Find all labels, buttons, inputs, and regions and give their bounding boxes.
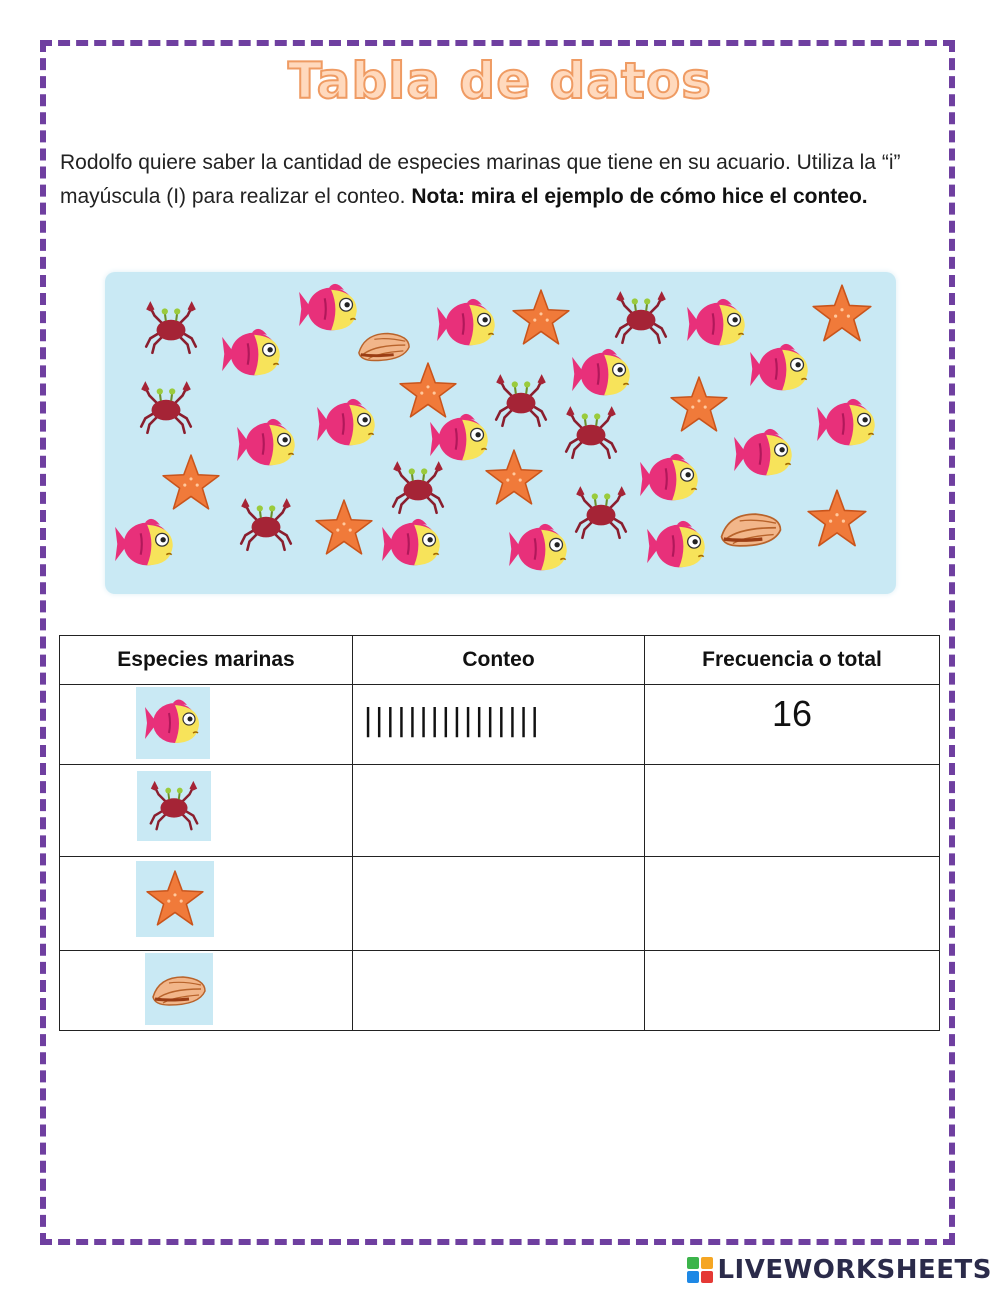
- total-cell[interactable]: [645, 951, 940, 1031]
- seashell-icon: [145, 953, 213, 1025]
- instructions-note: Nota: mira el ejemplo de cómo hice el conteo.: [411, 185, 868, 208]
- crab-icon: [140, 297, 202, 359]
- species-cell: [60, 765, 353, 857]
- fish-icon: [748, 337, 812, 401]
- fish-icon: [435, 292, 499, 356]
- fish-icon: [507, 517, 571, 581]
- tally-cell[interactable]: [353, 951, 645, 1031]
- starfish-icon: [313, 497, 375, 559]
- fish-icon: [645, 514, 709, 578]
- seashell-icon: [717, 507, 785, 553]
- crab-icon: [387, 457, 449, 519]
- column-header-tally: Conteo: [353, 636, 645, 685]
- column-header-total: Frecuencia o total: [645, 636, 940, 685]
- crab-icon: [610, 287, 672, 349]
- table-header-row: [60, 636, 940, 685]
- fish-icon: [732, 422, 796, 486]
- fish-icon: [815, 392, 879, 456]
- fish-icon: [136, 687, 210, 759]
- crab-icon: [570, 482, 632, 544]
- species-cell: [60, 685, 353, 765]
- table-row: [60, 685, 940, 765]
- fish-icon: [297, 277, 361, 341]
- fish-icon: [570, 342, 634, 406]
- tally-cell[interactable]: [353, 765, 645, 857]
- species-cell: [60, 951, 353, 1031]
- tally-marks: ||||||||||||||||: [363, 703, 541, 738]
- crab-icon: [490, 370, 552, 432]
- aquarium-picture: [105, 272, 896, 594]
- starfish-icon: [510, 287, 572, 349]
- table-row: [60, 765, 940, 857]
- total-cell[interactable]: [645, 765, 940, 857]
- starfish-icon: [810, 282, 874, 346]
- fish-icon: [220, 322, 284, 386]
- instructions-text: Rodolfo quiere saber la cantidad de especies marinas que tiene en su acuario. Utiliza la “i” mayúscula (I) para realizar el conteo.: [60, 151, 901, 208]
- tally-cell[interactable]: [353, 685, 645, 765]
- liveworksheets-logo-icon: [687, 1257, 713, 1283]
- column-header-species: Especies marinas: [60, 636, 353, 685]
- fish-icon: [380, 512, 444, 576]
- tally-table: [59, 635, 940, 1031]
- table-row: [60, 951, 940, 1031]
- instructions: [60, 146, 950, 214]
- worksheet-title: Tabla de datos: [287, 52, 713, 110]
- fish-icon: [235, 412, 299, 476]
- fish-icon: [315, 392, 379, 456]
- fish-icon: [113, 512, 177, 576]
- total-cell[interactable]: [645, 857, 940, 951]
- fish-icon: [638, 447, 702, 511]
- crab-icon: [235, 494, 297, 556]
- liveworksheets-brand[interactable]: [687, 1254, 992, 1286]
- table-row: [60, 857, 940, 951]
- tally-cell[interactable]: [353, 857, 645, 951]
- starfish-icon: [483, 447, 545, 509]
- crab-icon: [560, 402, 622, 464]
- starfish-icon: [805, 487, 869, 551]
- species-cell: [60, 857, 353, 951]
- crab-icon: [137, 771, 211, 841]
- starfish-icon: [668, 374, 730, 436]
- brand-name: LIVEWORKSHEETS: [717, 1255, 992, 1285]
- crab-icon: [135, 377, 197, 439]
- starfish-icon: [160, 452, 222, 514]
- fish-icon: [685, 292, 749, 356]
- total-cell[interactable]: [645, 685, 940, 765]
- total-value: 16: [771, 693, 813, 734]
- starfish-icon: [136, 861, 214, 937]
